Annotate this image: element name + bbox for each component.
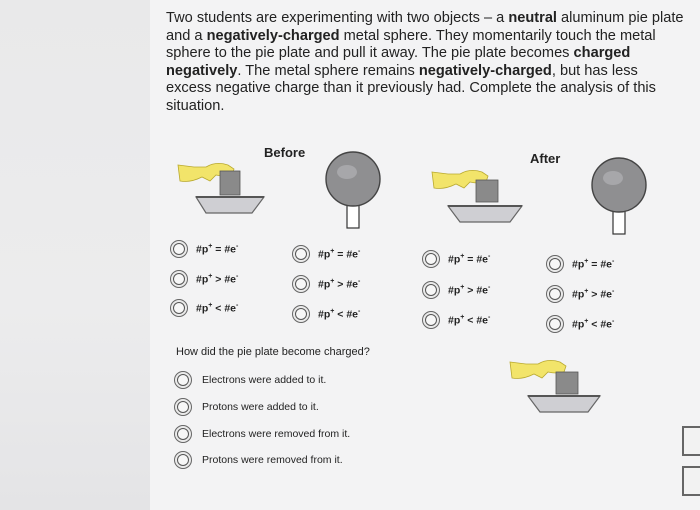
- answer-option[interactable]: [174, 398, 319, 416]
- charge-rock-icon: [476, 180, 498, 202]
- answer-box[interactable]: [682, 466, 700, 496]
- before-heading: Before: [264, 145, 306, 160]
- radio-button[interactable]: [170, 270, 188, 288]
- question-part: , but has less excess negative charge than it previously had. Complete the analysis of this situation.: [166, 62, 656, 114]
- problem-text: [166, 10, 686, 116]
- pie-plate-icon: [196, 197, 264, 213]
- radio-button[interactable]: [422, 311, 440, 329]
- before-plate-option[interactable]: [170, 270, 238, 288]
- radio-button[interactable]: [292, 305, 310, 323]
- option-label: #p+ = #e-: [318, 247, 361, 261]
- metal-sphere-before-illustration: [320, 150, 386, 232]
- radio-button[interactable]: [174, 398, 192, 416]
- radio-button[interactable]: [422, 250, 440, 268]
- radio-button[interactable]: [546, 285, 564, 303]
- after-plate-option[interactable]: [422, 250, 490, 268]
- question-bold: neutral: [508, 10, 557, 26]
- question-bold: negatively-charged: [206, 27, 340, 44]
- option-label: #p+ > #e-: [318, 277, 361, 291]
- radio-button[interactable]: [170, 299, 188, 317]
- radio-button[interactable]: [170, 240, 188, 258]
- answer-label: Electrons were removed from it.: [202, 428, 351, 440]
- before-sphere-option[interactable]: [292, 275, 360, 293]
- option-label: #p+ < #e-: [196, 301, 239, 315]
- answer-box[interactable]: [682, 426, 700, 456]
- radio-button[interactable]: [546, 255, 564, 273]
- answer-option[interactable]: [174, 371, 326, 389]
- radio-button[interactable]: [292, 245, 310, 263]
- question-bold: charged negatively: [166, 45, 631, 79]
- after-plate-option[interactable]: [422, 281, 490, 299]
- question-part: Two students are experimenting with two objects – a: [166, 10, 509, 26]
- after-plate-option[interactable]: [422, 311, 490, 329]
- question-part: . The metal sphere remains: [237, 62, 419, 79]
- answer-label: Electrons were added to it.: [202, 374, 327, 386]
- answer-option[interactable]: [174, 425, 350, 443]
- answer-option[interactable]: [174, 451, 343, 469]
- before-plate-option[interactable]: [170, 299, 238, 317]
- option-label: #p+ < #e-: [448, 313, 491, 327]
- radio-button[interactable]: [174, 425, 192, 443]
- question-part: aluminum pie plate and a: [166, 10, 684, 44]
- metal-sphere-after-illustration: [586, 156, 652, 238]
- before-sphere-option[interactable]: [292, 245, 360, 263]
- answer-label: Protons were removed from it.: [202, 454, 343, 466]
- before-sphere-option[interactable]: [292, 305, 360, 323]
- radio-button[interactable]: [422, 281, 440, 299]
- answer-label: Protons were added to it.: [202, 401, 319, 413]
- charge-rock-icon: [220, 171, 240, 195]
- pie-plate-result-illustration: [508, 350, 604, 420]
- after-sphere-option[interactable]: [546, 255, 614, 273]
- after-sphere-option[interactable]: [546, 285, 614, 303]
- radio-button[interactable]: [546, 315, 564, 333]
- option-label: #p+ > #e-: [448, 283, 491, 297]
- metal-sphere-icon: [326, 152, 380, 206]
- option-label: #p+ < #e-: [572, 317, 615, 331]
- radio-button[interactable]: [174, 451, 192, 469]
- metal-sphere-icon: [592, 158, 646, 212]
- before-plate-option[interactable]: [170, 240, 238, 258]
- radio-button[interactable]: [292, 275, 310, 293]
- pie-plate-before-illustration: [176, 155, 268, 221]
- option-label: #p+ < #e-: [318, 307, 361, 321]
- radio-button[interactable]: [174, 371, 192, 389]
- pie-plate-icon: [448, 206, 522, 222]
- option-label: #p+ > #e-: [196, 272, 239, 286]
- charge-rock-icon: [556, 372, 578, 394]
- question-bold: negatively-charged: [418, 62, 552, 79]
- option-label: #p+ > #e-: [572, 287, 615, 301]
- after-heading: After: [530, 151, 561, 166]
- pie-plate-icon: [528, 396, 600, 412]
- how-charged-question: How did the pie plate become charged?: [176, 346, 370, 358]
- pie-plate-after-illustration: [430, 162, 526, 228]
- option-label: #p+ = #e-: [448, 252, 491, 266]
- option-label: #p+ = #e-: [196, 242, 239, 256]
- after-sphere-option[interactable]: [546, 315, 614, 333]
- question-part: metal sphere. They momentarily touch the metal sphere to the pie plate and pull it away. The pie plate becomes: [166, 27, 656, 62]
- option-label: #p+ = #e-: [572, 257, 615, 271]
